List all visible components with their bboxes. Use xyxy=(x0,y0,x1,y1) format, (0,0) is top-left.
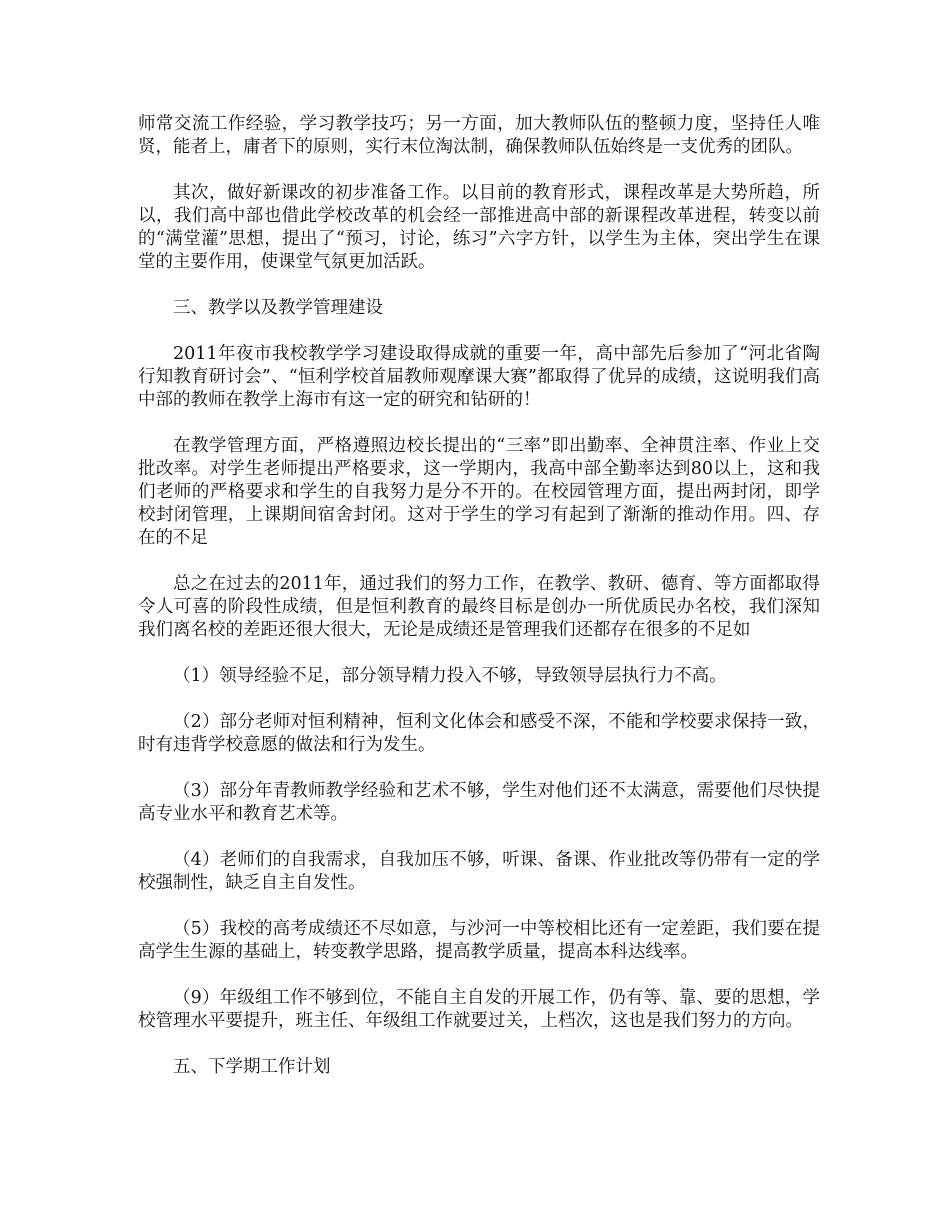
list-item-shortcoming-9: （9）年级组工作不够到位，不能自主自发的开展工作，仍有等、靠、要的思想，学校管理水平要提升，班主任、年级组工作就要过关，上档次，这也是我们努力的方向。 xyxy=(138,988,820,1031)
list-item-shortcoming-5: （5）我校的高考成绩还不尽如意，与沙河一中等校相比还有一定差距，我们要在提高学生生源的基础上，转变教学思路，提高教学质量，提高本科达线率。 xyxy=(138,919,820,962)
list-item-shortcoming-2: （2）部分老师对恒利精神，恒利文化体会和感受不深，不能和学校要求保持一致，时有违背学校意愿的做法和行为发生。 xyxy=(138,712,820,755)
document-body xyxy=(138,113,820,1102)
paragraph-curriculum-reform: 其次，做好新课改的初步准备工作。以目前的教育形式，课程改革是大势所趋，所以，我们高中部也借此学校改革的机会经一部推进高中部的新课程改革进程，转变以前的“满堂灌”思想，提出了“预习，讨论，练习”六字方针，以学生为主体，突出学生在课堂的主要作用，使课堂气氛更加活跃。 xyxy=(138,183,820,272)
list-item-shortcoming-3: （3）部分年青教师教学经验和艺术不够，学生对他们还不太满意，需要他们尽快提高专业水平和教育艺术等。 xyxy=(138,781,820,824)
list-item-shortcoming-4: （4）老师们的自我需求，自我加压不够，听课、备课、作业批改等仍带有一定的学校强制性，缺乏自主自发性。 xyxy=(138,850,820,893)
list-item-shortcoming-1: （1）领导经验不足，部分领导精力投入不够，导致领导层执行力不高。 xyxy=(173,666,727,686)
section-heading-teaching-management: 三、教学以及教学管理建设 xyxy=(173,298,383,318)
paragraph-continuation: 师常交流工作经验，学习教学技巧；另一方面，加大教师队伍的整顿力度，坚持任人唯贤，能者上，庸者下的原则，实行末位淘汰制，确保教师队伍始终是一支优秀的团队。 xyxy=(138,114,820,157)
paragraph-summary-shortcomings: 总之在过去的2011年，通过我们的努力工作，在教学、教研、德育、等方面都取得令人可喜的阶段性成绩，但是恒利教育的最终目标是创办一所优质民办名校，我们深知我们离名校的差距还很大很大，无论是成绩还是管理我们还都存在很多的不足如 xyxy=(138,574,820,640)
section-heading-next-semester-plan: 五、下学期工作计划 xyxy=(173,1057,331,1077)
paragraph-teaching-achievements: 2011年夜市我校教学学习建设取得成就的重要一年，高中部先后参加了“河北省陶行知教育研讨会”、“恒利学校首届教师观摩课大赛”都取得了优异的成绩，这说明我们高中部的教师在教学上海市有这一定的研究和钻研的！ xyxy=(138,344,820,410)
paragraph-management-rules: 在教学管理方面，严格遵照边校长提出的“三率”即出勤率、全神贯注率、作业上交批改率。对学生老师提出严格要求，这一学期内，我高中部全勤率达到80以上，这和我们老师的严格要求和学生的自我努力是分不开的。在校园管理方面，提出两封闭，即学校封闭管理，上课期间宿舍封闭。这对于学生的学习有起到了渐渐的推动作用。四、存在的不足 xyxy=(138,436,820,548)
